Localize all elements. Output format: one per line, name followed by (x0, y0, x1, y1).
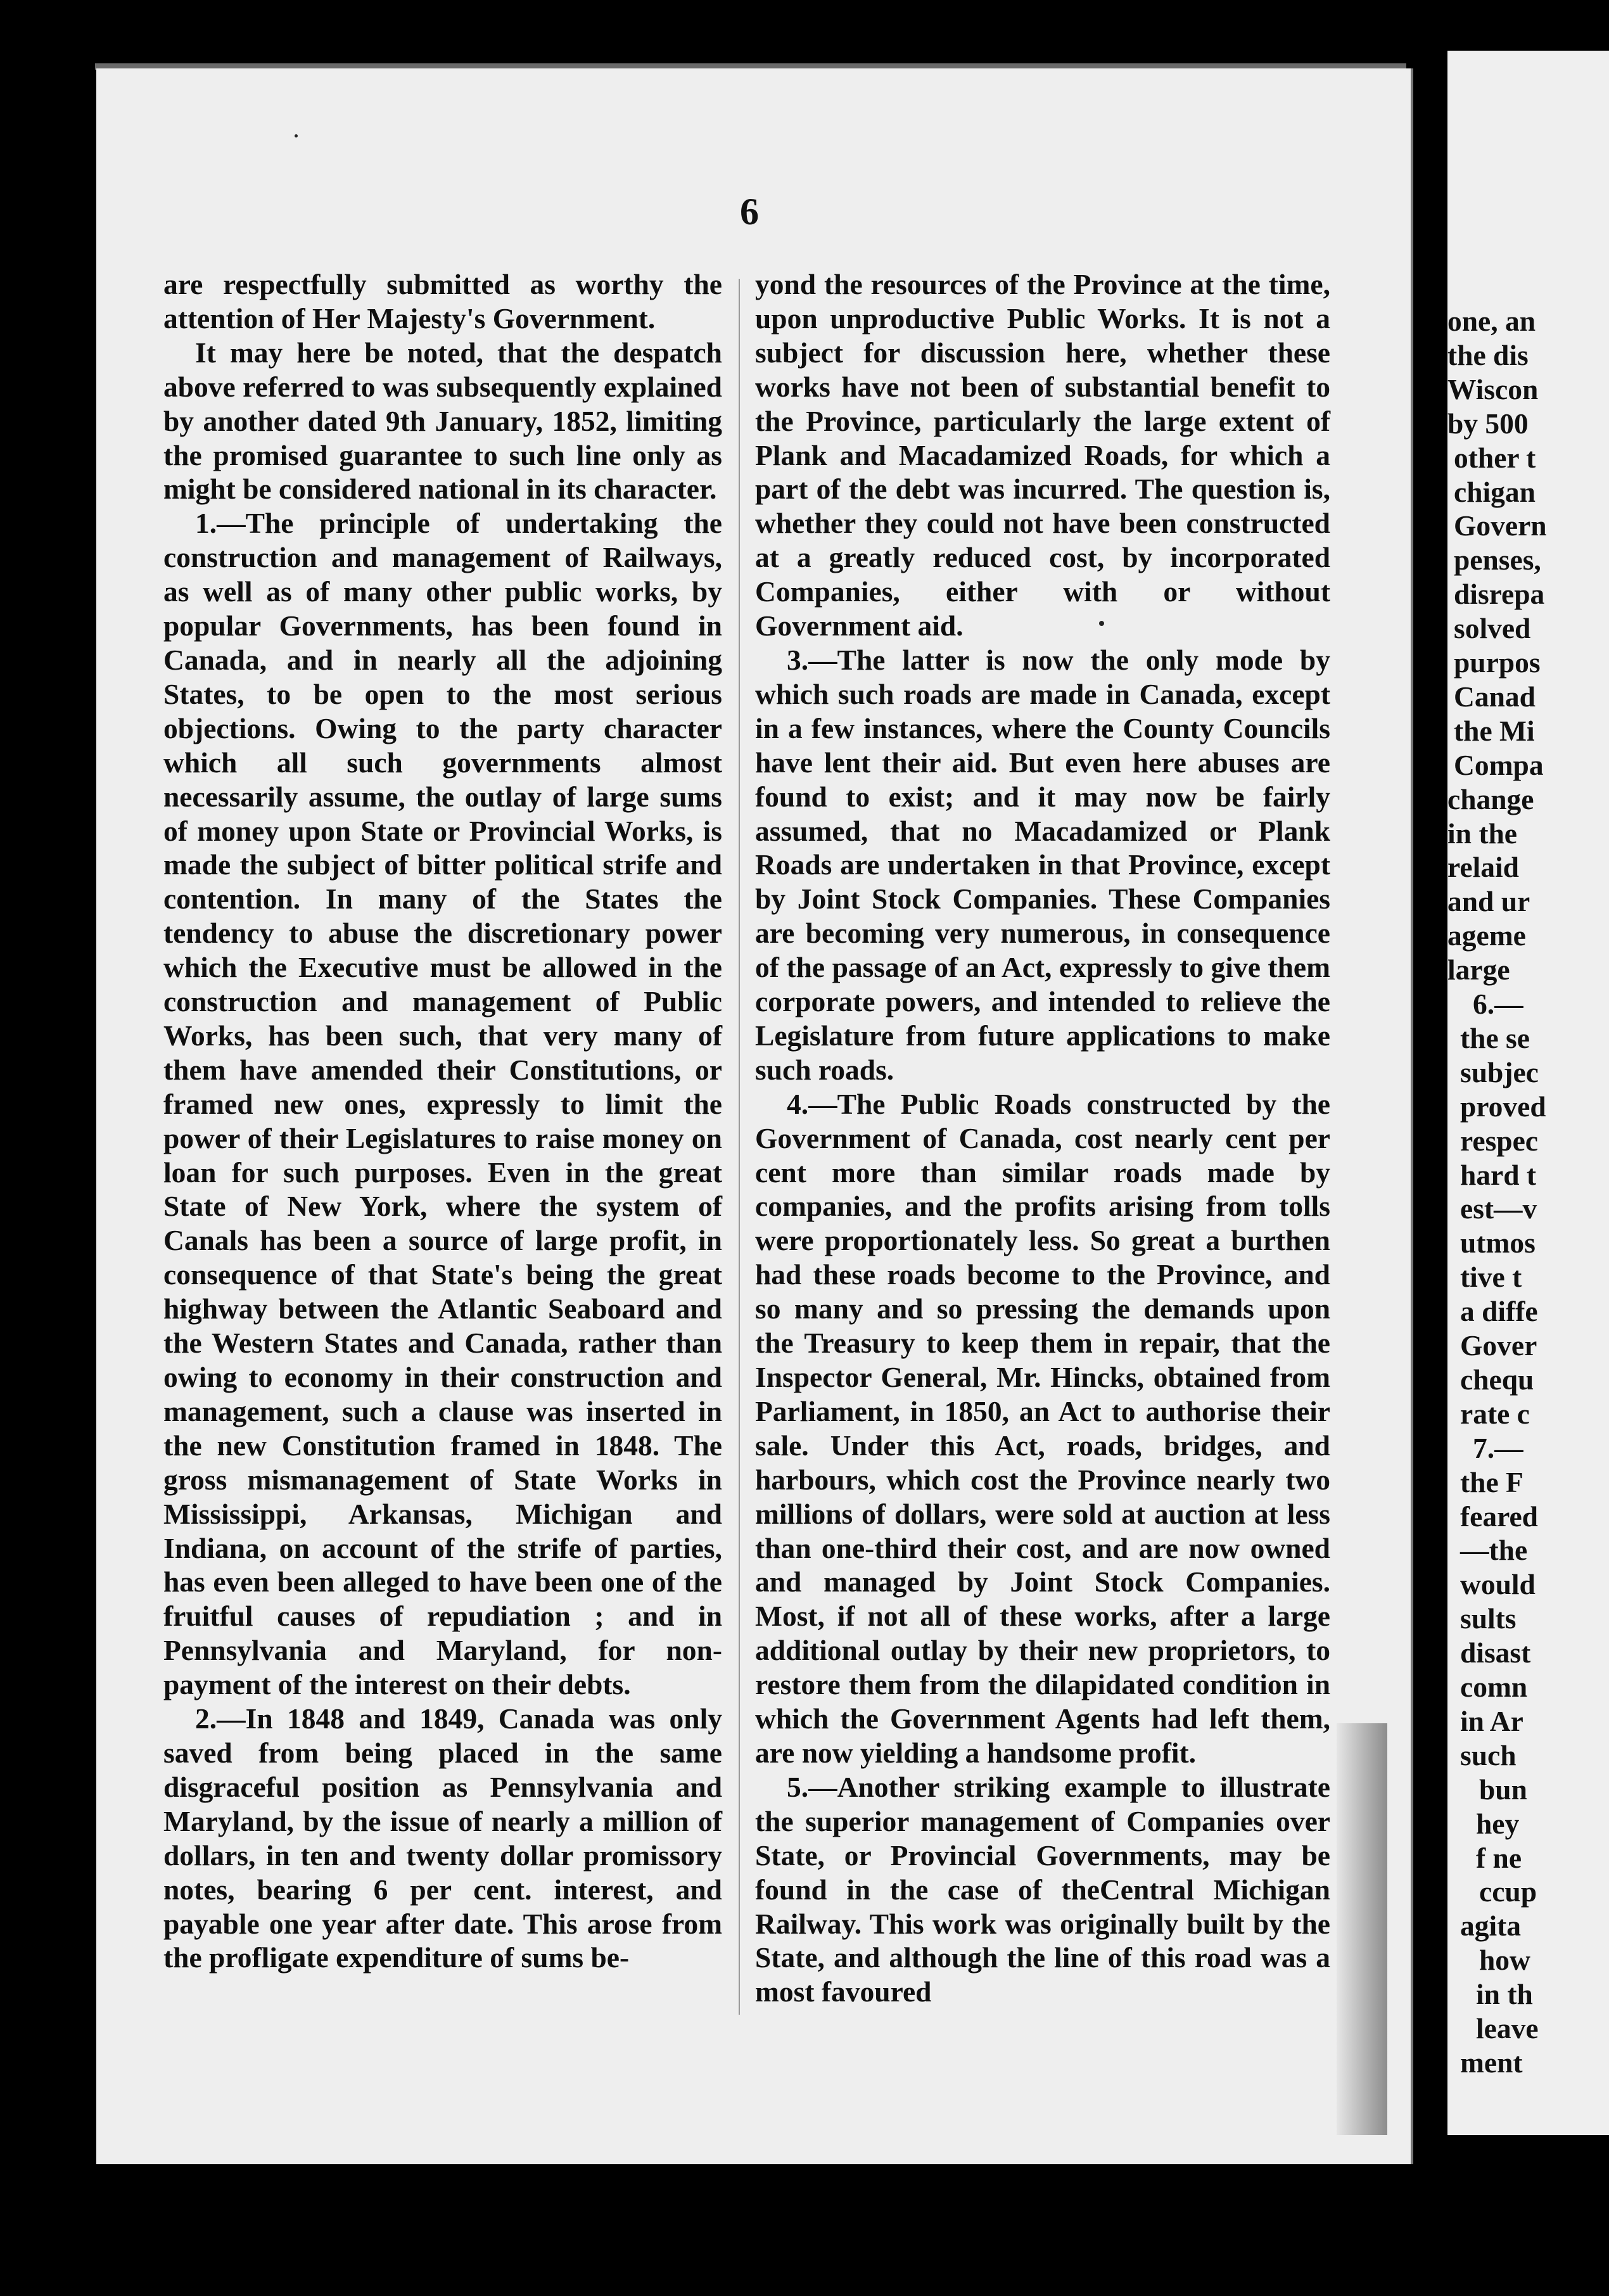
adjacent-text-fragment: hey (1476, 1807, 1520, 1840)
adjacent-text-fragment: utmos (1460, 1227, 1536, 1260)
column-separator (739, 279, 740, 2015)
adjacent-text-fragment: subjec (1460, 1056, 1539, 1088)
adjacent-text-fragment: ageme (1447, 919, 1526, 952)
adjacent-text-fragment: ment (1460, 2046, 1523, 2079)
adjacent-text-fragment: 7.— (1473, 1431, 1523, 1464)
adjacent-text-fragment: the Mi (1454, 714, 1535, 747)
adjacent-text-fragment: bun (1479, 1773, 1527, 1806)
adjacent-text-fragment: chigan (1454, 475, 1536, 508)
adjacent-text-fragment: and ur (1447, 885, 1530, 918)
adjacent-text-fragment: disast (1460, 1636, 1531, 1669)
adjacent-text-fragment: Canad (1454, 680, 1536, 713)
paragraph: 3.—The latter is now the only mode by which such roads are made in Canada, except in a few instances, where the County Councils have lent their aid. But even here abuses are found to exist; and it may now be fairly assumed, that no Macadamized or Plank Roads are undertaken in that Province, except by Joint Stock Companies. These Companies are becoming very numerous, in consequence of the passage of an Act, expressly to give them corporate powers, and intended to relieve the Legislature from future applications to make such roads. (755, 643, 1330, 1086)
adjacent-text-fragment: by 500 (1447, 407, 1529, 440)
adjacent-text-fragment: leave (1476, 2012, 1539, 2044)
adjacent-text-fragment: —the (1460, 1534, 1528, 1567)
paragraph: yond the resources of the Province at the time, upon unproductive Public Works. It is not a subject for discussion here, whether these works have not been of substantial benefit to the Province, particularly the large extent of Plank and Macadamized Roads, for which a part of the debt was incurred. The question is, whether they could not have been constructed at a greatly reduced cost, by incorporated Companies, either with or without Government aid. (755, 268, 1330, 642)
speck (295, 134, 298, 137)
adjacent-text-fragment: Gover (1460, 1329, 1537, 1362)
adjacent-text-fragment: such (1460, 1738, 1517, 1771)
adjacent-text-fragment: ccup (1479, 1875, 1537, 1908)
paragraph: 2.—In 1848 and 1849, Canada was only saved from being placed in the same disgraceful position as Pennsylvania and Maryland, by the issue of nearly a million of dollars, in ten and twenty dollar promissory notes, bearing 6 per cent. interest, and payable one year after date. This arose from the profligate expenditure of sums be- (163, 1702, 722, 1974)
adjacent-text-fragment: large (1447, 953, 1510, 986)
adjacent-text-fragment: tive t (1460, 1261, 1522, 1294)
page-number: 6 (740, 191, 759, 233)
paragraph: 1.—The principle of undertaking the construction and management of Railways, as well as of many other public works, by popular Governments, has been found in Canada, and in nearly all the adjoining States, to be open to the most serious objections. Owing to the party character which all such governments almost necessarily assume, the outlay of large sums of money upon State or Provincial Works, is made the subject of bitter political strife and contention. In many of the States the tendency to abuse the discretionary power which the Executive must be allowed in the construction and management of Public Works, has been such, that very many of them have amended their Constitutions, or framed new ones, expressly to limit the power of their Legislatures to raise money on loan for such purposes. Even in the great State of New York, where the system of Canals has been a source of large profit, in consequence of that State's being the great highway between the Atlantic Seaboard and the Western States and Canada, rather than owing to economy in their construction and management, such a clause was inserted in the new Constitution framed in 1848. The gross mismanagement of State Works in Mississippi, Arkansas, Michigan and Indiana, on account of the strife of parties, has even been alleged to have been one of the fruitful causes of repudiation ; and in Pennsylvania and Maryland, for non-payment of the interest on their debts. (163, 507, 722, 1701)
left-column (163, 267, 722, 1975)
adjacent-text-fragment: est—v (1460, 1192, 1537, 1225)
adjacent-text-fragment: penses, (1454, 544, 1541, 577)
adjacent-text-fragment: in the (1447, 817, 1517, 850)
adjacent-text-fragment: the se (1460, 1021, 1530, 1054)
adjacent-text-fragment: in th (1476, 1978, 1533, 2011)
adjacent-text-fragment: relaid (1447, 851, 1519, 884)
adjacent-text-fragment: agita (1460, 1910, 1522, 1942)
adjacent-text-fragment: Compa (1454, 748, 1544, 781)
paragraph: are respectfully submitted as worthy the attention of Her Majesty's Government. (163, 268, 722, 335)
adjacent-text-fragment: the F (1460, 1465, 1523, 1498)
adjacent-text-fragment: rate c (1460, 1397, 1530, 1430)
adjacent-text-fragment: purpos (1454, 646, 1541, 679)
adjacent-page-edge (1447, 51, 1609, 2135)
adjacent-text-fragment: proved (1460, 1090, 1546, 1123)
adjacent-text-fragment: other t (1454, 441, 1536, 474)
speck (1099, 621, 1104, 626)
adjacent-text-fragment: 6.— (1473, 988, 1523, 1020)
adjacent-text-fragment: one, an (1447, 305, 1536, 337)
adjacent-text-fragment: would (1460, 1568, 1536, 1601)
adjacent-text-fragment: f ne (1476, 1841, 1522, 1874)
paragraph: It may here be noted, that the despatch above referred to was subsequently explained by another dated 9th January, 1852, limiting the promised guarantee to such line only as might be considered national in its character. (163, 336, 722, 506)
adjacent-text-fragment: disrepa (1454, 578, 1545, 611)
middle-column (755, 267, 1330, 2009)
adjacent-text-fragment: a diffe (1460, 1295, 1538, 1328)
adjacent-text-fragment: how (1479, 1944, 1530, 1977)
adjacent-text-fragment: feared (1460, 1500, 1538, 1533)
adjacent-text-fragment: in Ar (1460, 1704, 1523, 1737)
adjacent-text-fragment: Govern (1454, 509, 1547, 542)
adjacent-text-fragment: Wiscon (1447, 373, 1539, 405)
adjacent-text-fragment: solved (1454, 612, 1531, 645)
paragraph: 5.—Another striking example to illustrate the superior management of Companies over State, or Provincial Governments, may be found in the case of theCentral Michigan Railway. This work was originally built by the State, and although the line of this road was a most favoured (755, 1770, 1330, 2008)
adjacent-text-fragment: change (1447, 782, 1534, 815)
adjacent-text-fragment: respec (1460, 1124, 1538, 1157)
adjacent-text-fragment: the dis (1447, 338, 1529, 371)
paragraph: 4.—The Public Roads constructed by the Government of Canada, cost nearly cent per cent more than similar roads made by companies, and the profits arising from tolls were proportionately less. So great a burthen had these roads become to the Province, and so many and so pressing the demands upon the Treasury to keep them in repair, that the Inspector General, Mr. Hincks, obtained from Parliament, in 1850, an Act to authorise their sale. Under this Act, roads, bridges, and harbours, which cost the Province nearly two millions of dollars, were sold at auction at less than one-third their cost, and are now owned and managed by Joint Stock Companies. Most, if not all of these works, after a large additional outlay by their new proprietors, to restore them from the dilapidated condition in which the Government Agents had left them, are now yielding a handsome profit. (755, 1087, 1330, 1769)
page-curl-shadow (1337, 1723, 1387, 2135)
adjacent-text-fragment: sults (1460, 1602, 1517, 1635)
adjacent-text-fragment: chequ (1460, 1363, 1534, 1396)
adjacent-text-fragment: comn (1460, 1671, 1528, 1703)
adjacent-text-fragment: hard t (1460, 1158, 1537, 1191)
